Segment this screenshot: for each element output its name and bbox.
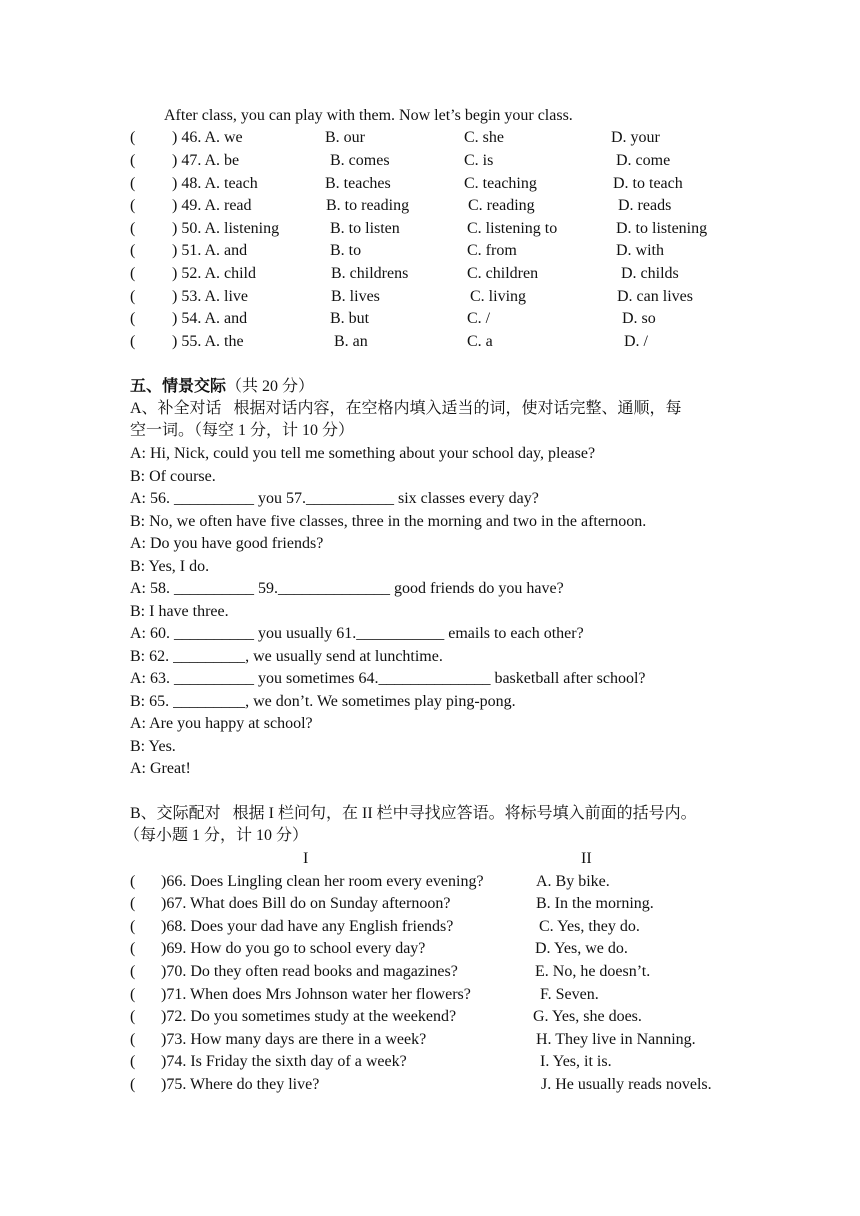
response-text: J. He usually reads novels. <box>541 1076 712 1093</box>
column-i-header: I <box>303 850 309 867</box>
answer-bracket[interactable]: ( <box>130 940 136 957</box>
part-a-instructions-line1: A、补全对话 根据对话内容，在空格内填入适当的词，使对话完整、通顺，每 <box>130 400 682 417</box>
dialogue-line[interactable]: A: 60. __________ you usually 61.___________ emails to each other? <box>130 625 584 642</box>
answer-bracket[interactable]: ( <box>130 1031 136 1048</box>
answer-bracket[interactable]: ( <box>130 129 136 146</box>
dialogue-line: B: Yes. <box>130 738 176 755</box>
answer-bracket[interactable]: ( <box>130 918 136 935</box>
option-a: ) 49. A. read <box>172 197 252 214</box>
option-c: C. living <box>470 288 527 305</box>
dialogue-line[interactable]: A: 63. __________ you sometimes 64.______________ basketball after school? <box>130 670 646 687</box>
option-c: C. / <box>467 310 491 327</box>
section-title: 五、情景交际 <box>130 378 227 395</box>
part-a-instructions-line2: 空一词。（每空 1 分，计 10 分） <box>130 422 355 439</box>
answer-bracket[interactable]: ( <box>130 175 136 192</box>
section-heading <box>130 377 314 397</box>
dialogue-line: B: No, we often have five classes, three in the morning and two in the afternoon. <box>130 513 647 530</box>
option-a: ) 50. A. listening <box>172 220 280 237</box>
passage-closing-line: After class, you can play with them. Now let’s begin your class. <box>164 107 573 124</box>
response-text: H. They live in Nanning. <box>536 1031 696 1048</box>
option-a: ) 46. A. we <box>172 129 243 146</box>
dialogue-line: A: Do you have good friends? <box>130 535 324 552</box>
option-b: B. to reading <box>326 197 410 214</box>
answer-bracket[interactable]: ( <box>130 333 136 350</box>
option-d: D. can lives <box>617 288 693 305</box>
answer-bracket[interactable]: ( <box>130 220 136 237</box>
question-text: )68. Does your dad have any English friends? <box>161 918 454 935</box>
option-b: B. lives <box>331 288 380 305</box>
dialogue-line: B: Of course. <box>130 468 216 485</box>
option-c: C. a <box>467 333 493 350</box>
response-text: C. Yes, they do. <box>539 918 640 935</box>
option-c: C. reading <box>468 197 535 214</box>
option-b: B. childrens <box>331 265 409 282</box>
answer-bracket[interactable]: ( <box>130 265 136 282</box>
option-a: ) 48. A. teach <box>172 175 258 192</box>
answer-bracket[interactable]: ( <box>130 152 136 169</box>
question-text: )71. When does Mrs Johnson water her flowers? <box>161 986 471 1003</box>
response-text: F. Seven. <box>540 986 599 1003</box>
option-b: B. but <box>330 310 370 327</box>
dialogue-line[interactable]: A: 56. __________ you 57.___________ six classes every day? <box>130 490 539 507</box>
option-b: B. our <box>325 129 365 146</box>
option-c: C. from <box>467 242 517 259</box>
section-score: （共 20 分） <box>226 378 315 395</box>
option-d: D. / <box>624 333 648 350</box>
answer-bracket[interactable]: ( <box>130 310 136 327</box>
response-text: D. Yes, we do. <box>535 940 628 957</box>
question-text: )74. Is Friday the sixth day of a week? <box>161 1053 407 1070</box>
part-b-instructions-line2: （每小题 1 分，计 10 分） <box>124 827 309 844</box>
dialogue-line[interactable]: B: 62. _________, we usually send at lunchtime. <box>130 648 443 665</box>
part-b-instructions-line1: B、交际配对 根据 I 栏问句，在 II 栏中寻找应答语。将标号填入前面的括号内。 <box>130 805 697 822</box>
option-d: D. come <box>616 152 671 169</box>
option-b: B. teaches <box>325 175 391 192</box>
answer-bracket[interactable]: ( <box>130 873 136 890</box>
option-c: C. is <box>464 152 494 169</box>
question-text: )70. Do they often read books and magazines? <box>161 963 458 980</box>
option-d: D. your <box>611 129 660 146</box>
option-a: ) 53. A. live <box>172 288 248 305</box>
dialogue-line: A: Hi, Nick, could you tell me something about your school day, please? <box>130 445 596 462</box>
dialogue-line: B: Yes, I do. <box>130 558 210 575</box>
answer-bracket[interactable]: ( <box>130 895 136 912</box>
answer-bracket[interactable]: ( <box>130 288 136 305</box>
question-text: )75. Where do they live? <box>161 1076 320 1093</box>
option-a: ) 52. A. child <box>172 265 256 282</box>
option-d: D. childs <box>621 265 679 282</box>
question-text: )67. What does Bill do on Sunday afternoon? <box>161 895 451 912</box>
option-c: C. she <box>464 129 504 146</box>
question-text: )72. Do you sometimes study at the weekend? <box>161 1008 457 1025</box>
dialogue-line: A: Great! <box>130 760 191 777</box>
answer-bracket[interactable]: ( <box>130 197 136 214</box>
option-b: B. an <box>334 333 368 350</box>
answer-bracket[interactable]: ( <box>130 242 136 259</box>
dialogue-line: A: Are you happy at school? <box>130 715 313 732</box>
response-text: G. Yes, she does. <box>533 1008 642 1025</box>
answer-bracket[interactable]: ( <box>130 986 136 1003</box>
answer-bracket[interactable]: ( <box>130 963 136 980</box>
option-d: D. reads <box>618 197 672 214</box>
option-c: C. teaching <box>464 175 537 192</box>
option-b: B. comes <box>330 152 390 169</box>
answer-bracket[interactable]: ( <box>130 1008 136 1025</box>
response-text: A. By bike. <box>536 873 610 890</box>
dialogue-line[interactable]: A: 58. __________ 59.______________ good friends do you have? <box>130 580 564 597</box>
option-a: ) 54. A. and <box>172 310 248 327</box>
option-d: D. so <box>622 310 656 327</box>
answer-bracket[interactable]: ( <box>130 1076 136 1093</box>
column-ii-header: II <box>581 850 592 867</box>
question-text: )69. How do you go to school every day? <box>161 940 426 957</box>
response-text: B. In the morning. <box>536 895 654 912</box>
dialogue-line[interactable]: B: 65. _________, we don’t. We sometimes play ping-pong. <box>130 693 516 710</box>
question-text: )73. How many days are there in a week? <box>161 1031 427 1048</box>
option-a: ) 47. A. be <box>172 152 240 169</box>
option-c: C. children <box>467 265 539 282</box>
option-c: C. listening to <box>467 220 558 237</box>
response-text: I. Yes, it is. <box>540 1053 612 1070</box>
option-a: ) 51. A. and <box>172 242 248 259</box>
dialogue-line: B: I have three. <box>130 603 229 620</box>
option-d: D. with <box>616 242 664 259</box>
option-d: D. to teach <box>613 175 683 192</box>
option-d: D. to listening <box>616 220 708 237</box>
option-a: ) 55. A. the <box>172 333 244 350</box>
question-text: )66. Does Lingling clean her room every evening? <box>161 873 484 890</box>
option-b: B. to listen <box>330 220 400 237</box>
response-text: E. No, he doesn’t. <box>535 963 651 980</box>
option-b: B. to <box>330 242 362 259</box>
answer-bracket[interactable]: ( <box>130 1053 136 1070</box>
